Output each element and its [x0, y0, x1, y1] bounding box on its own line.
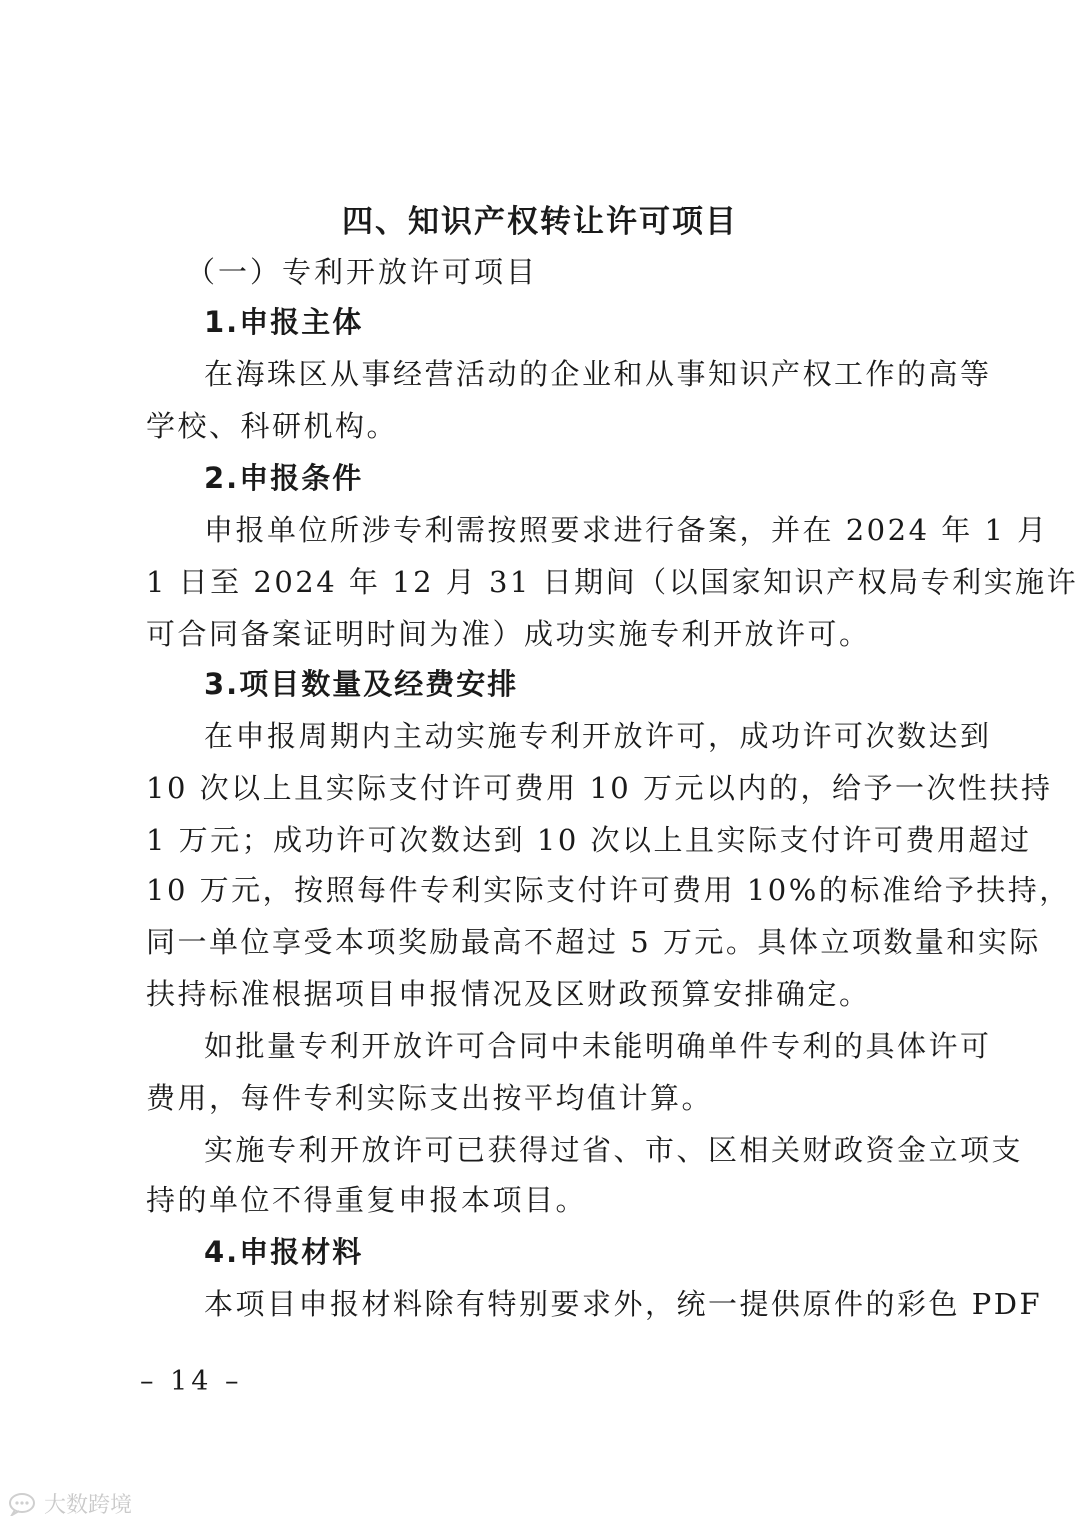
section-heading-2: 2.申报条件: [204, 461, 364, 495]
paragraph-line: 费用，每件专利实际支出按平均值计算。: [146, 1081, 714, 1115]
document-title: 四、知识产权转让许可项目: [342, 204, 738, 240]
page-number: – 14 –: [140, 1366, 243, 1397]
paragraph-line: 在申报周期内主动实施专利开放许可，成功许可次数达到: [204, 719, 992, 753]
paragraph-line: 同一单位享受本项奖励最高不超过 5 万元。具体立项数量和实际: [146, 925, 1041, 959]
paragraph-line: 持的单位不得重复申报本项目。: [146, 1183, 588, 1217]
section-heading-1: 1.申报主体: [204, 305, 364, 339]
watermark-text: 大数跨境: [44, 1493, 133, 1518]
paragraph-line: 学校、科研机构。: [146, 409, 399, 443]
section-subtitle: （一）专利开放许可项目: [186, 255, 539, 289]
paragraph-line: 1 万元；成功许可次数达到 10 次以上且实际支付许可费用超过: [146, 823, 1032, 857]
paragraph-line: 扶持标准根据项目申报情况及区财政预算安排确定。: [146, 977, 871, 1011]
paragraph-line: 在海珠区从事经营活动的企业和从事知识产权工作的高等: [204, 357, 992, 391]
paragraph-line: 1 日至 2024 年 12 月 31 日期间（以国家知识产权局专利实施许: [146, 565, 1079, 599]
section-heading-4: 4.申报材料: [204, 1235, 364, 1269]
speech-bubble-icon: [8, 1492, 38, 1516]
paragraph-line: 本项目申报材料除有特别要求外，统一提供原件的彩色 PDF: [204, 1287, 1043, 1321]
paragraph-line: 可合同备案证明时间为准）成功实施专利开放许可。: [146, 617, 871, 651]
watermark: [8, 1488, 132, 1519]
paragraph-line: 10 次以上且实际支付许可费用 10 万元以内的，给予一次性扶持: [146, 771, 1053, 805]
paragraph-line: 实施专利开放许可已获得过省、市、区相关财政资金立项支: [204, 1133, 1024, 1167]
paragraph-line: 如批量专利开放许可合同中未能明确单件专利的具体许可: [204, 1029, 992, 1063]
section-heading-3: 3.项目数量及经费安排: [204, 667, 519, 701]
paragraph-line: 10 万元，按照每件专利实际支付许可费用 10%的标准给予扶持，: [146, 873, 1071, 907]
paragraph-line: 申报单位所涉专利需按照要求进行备案，并在 2024 年 1 月: [204, 513, 1049, 547]
